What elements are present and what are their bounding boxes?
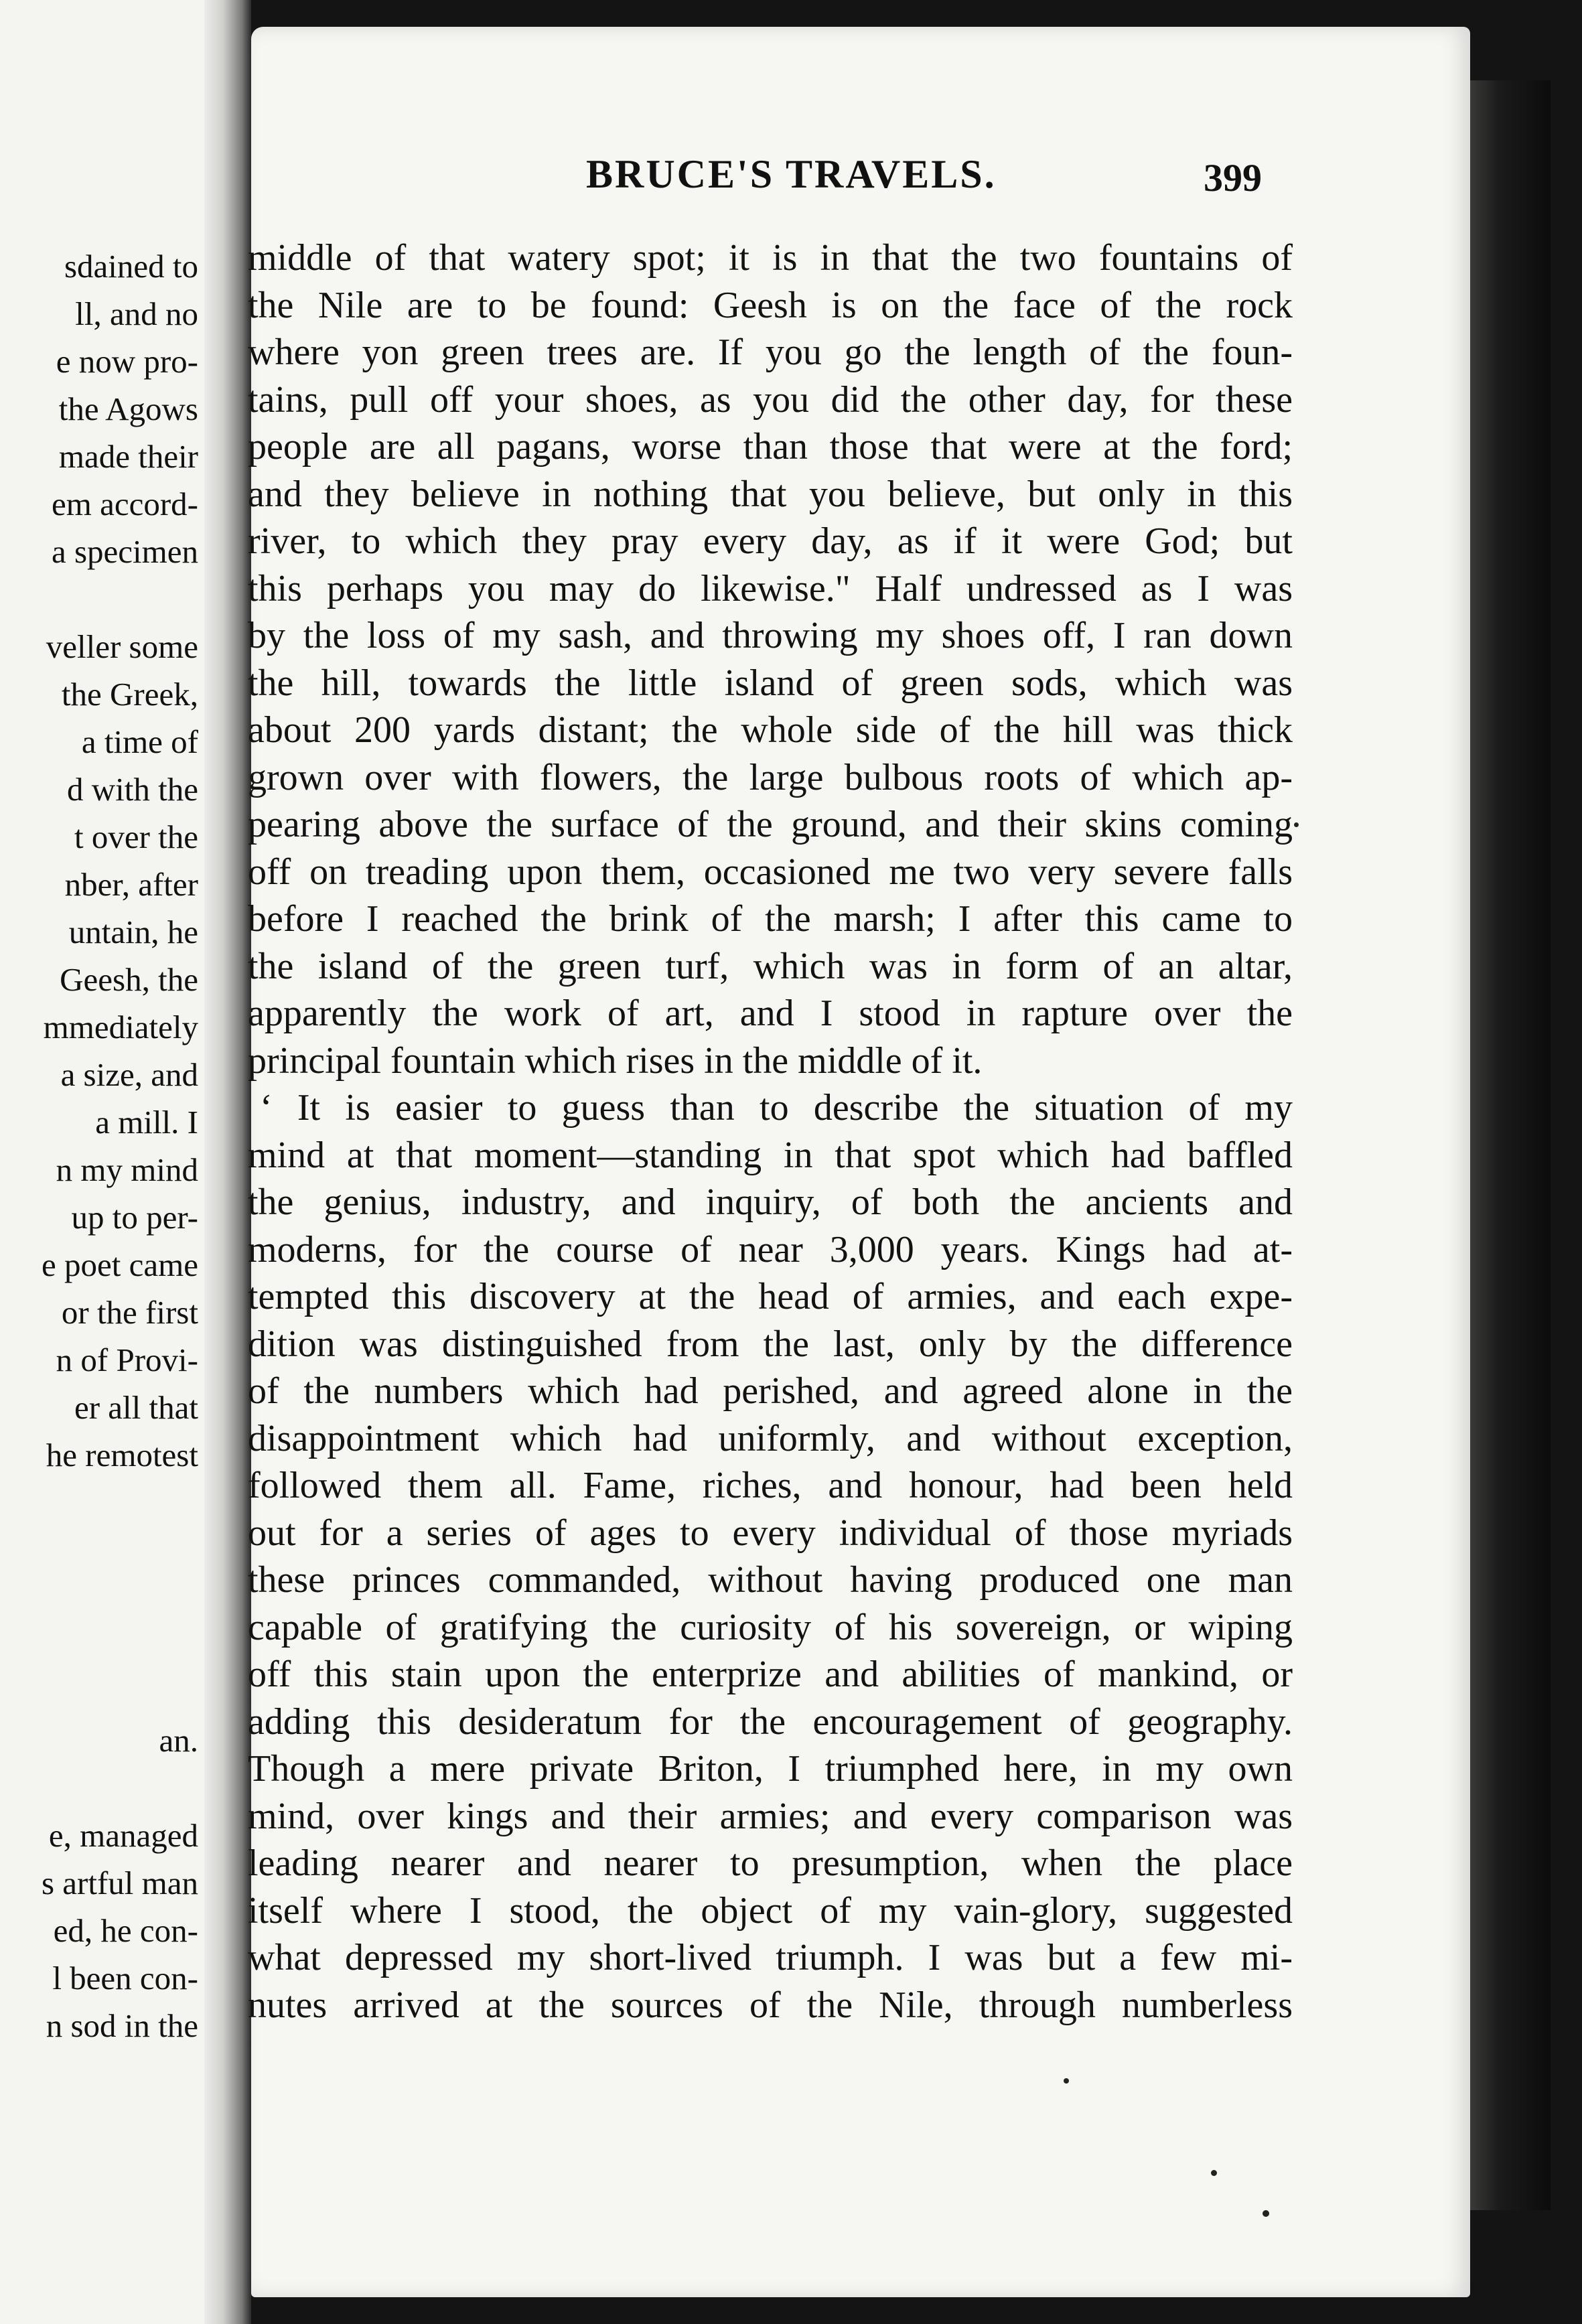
facing-page-line: l been con- <box>52 1960 198 1996</box>
facing-page-line <box>0 1621 198 1669</box>
print-speck <box>1294 822 1299 827</box>
facing-page-line: a mill. I <box>95 1104 198 1141</box>
text-line: middle of that watery spot; it is in that the two fountains of <box>248 237 1293 279</box>
body-text <box>248 234 1293 2029</box>
text-line: apparently the work of art, and I stood in rapture over the <box>248 993 1293 1034</box>
text-line: grown over with flowers, the large bulbous roots of which ap- <box>248 756 1293 798</box>
facing-page-line: n of Provi- <box>56 1341 198 1378</box>
text-line: adding this desideratum for the encouragement of geography. <box>248 1700 1293 1743</box>
facing-page-line: e now pro- <box>56 343 198 380</box>
facing-page-line: untain, he <box>68 914 198 950</box>
facing-page-line: an. <box>159 1722 198 1759</box>
facing-page-line: Geesh, the <box>60 961 198 998</box>
facing-page-line: veller some <box>46 628 198 665</box>
facing-page-line: n sod in the <box>46 2007 198 2044</box>
text-line: tains, pull off your shoes, as you did the other day, for these <box>248 378 1293 421</box>
facing-page-line <box>0 575 198 623</box>
text-line: mind at that moment—standing in that spot which had baffled <box>248 1134 1293 1176</box>
facing-page-line: sdained to <box>64 248 198 285</box>
page-number: 399 <box>1204 156 1262 200</box>
text-line: ‘ It is easier to guess than to describe the situation of my <box>260 1087 1293 1129</box>
facing-page-line <box>0 1479 198 1526</box>
text-line: before I reached the brink of the marsh; I after this came to <box>248 898 1293 940</box>
facing-page-line: t over the <box>74 818 198 855</box>
text-line: mind, over kings and their armies; and every comparison was <box>248 1795 1293 1837</box>
facing-page-line: the Greek, <box>61 676 198 713</box>
text-line: dition was distinguished from the last, only by the difference <box>248 1323 1293 1365</box>
facing-page-line: a size, and <box>60 1056 198 1093</box>
text-line: by the loss of my sash, and throwing my shoes off, I ran down <box>248 615 1293 656</box>
text-line: this perhaps you may do likewise." Half undressed as I was <box>248 567 1293 609</box>
text-line: these princes commanded, without having produced one man <box>248 1559 1293 1601</box>
text-line: Though a mere private Briton, I triumphed here, in my own <box>248 1748 1293 1790</box>
print-speck <box>1263 2210 1269 2217</box>
text-line: disappointment which had uniformly, and without exception, <box>248 1417 1293 1459</box>
facing-page-line <box>0 1669 198 1717</box>
print-speck <box>1211 2170 1217 2176</box>
text-line: itself where I stood, the object of my vain-glory, suggested <box>248 1889 1293 1932</box>
text-line: of the numbers which had perished, and agreed alone in the <box>248 1370 1293 1412</box>
text-line: off on treading upon them, occasioned me two very severe falls <box>248 851 1293 893</box>
text-line: the island of the green turf, which was in form of an altar, <box>248 945 1293 987</box>
text-line: pearing above the surface of the ground, and their skins coming <box>248 804 1293 845</box>
facing-page-line <box>0 1764 198 1812</box>
text-line: leading nearer and nearer to presumption, when the place <box>248 1842 1293 1884</box>
book-gutter <box>204 0 251 2324</box>
text-line: capable of gratifying the curiosity of his sovereign, or wiping <box>248 1606 1293 1648</box>
facing-page-line: a specimen <box>51 533 198 570</box>
facing-page-line: or the first <box>61 1294 198 1331</box>
text-line: where yon green trees are. If you go the length of the foun- <box>248 332 1293 373</box>
facing-page-line: d with the <box>67 771 198 808</box>
facing-page-line: nber, after <box>64 866 198 903</box>
page-edge-shadow <box>1470 80 1551 2210</box>
facing-page-line: e, managed <box>48 1817 198 1854</box>
text-line: the genius, industry, and inquiry, of both the ancients and <box>248 1181 1293 1223</box>
facing-page-line: ed, he con- <box>53 1912 198 1949</box>
facing-page-line: mmediately <box>43 1009 198 1045</box>
facing-page-line: made their <box>58 438 198 475</box>
facing-page-line <box>0 1574 198 1621</box>
text-line: moderns, for the course of near 3,000 years. Kings had at- <box>248 1228 1293 1270</box>
print-speck <box>1064 2078 1069 2084</box>
text-line: about 200 yards distant; the whole side of the hill was thick <box>248 709 1293 751</box>
facing-page-line: em accord- <box>52 486 198 522</box>
facing-page-line: ll, and no <box>75 295 198 332</box>
facing-page-text <box>0 242 198 2049</box>
facing-page-line: up to per- <box>71 1199 198 1236</box>
facing-page-line: n my mind <box>56 1151 198 1188</box>
running-head: BRUCE'S TRAVELS. <box>586 152 997 196</box>
text-line: people are all pagans, worse than those that were at the ford; <box>248 426 1293 467</box>
text-line: and they believe in nothing that you believe, but only in this <box>248 473 1293 515</box>
text-line: river, to which they pray every day, as if it were God; but <box>248 520 1293 562</box>
facing-page-line: e poet came <box>42 1246 198 1283</box>
facing-page-line <box>0 1526 198 1574</box>
text-line: out for a series of ages to every individual of those myriads <box>248 1512 1293 1554</box>
text-line: what depressed my short-lived triumph. I was but a few mi- <box>248 1937 1293 1978</box>
text-line: followed them all. Fame, riches, and honour, had been held <box>248 1465 1293 1506</box>
text-line: nutes arrived at the sources of the Nile, through numberless <box>248 1984 1293 2026</box>
text-line: principal fountain which rises in the middle of it. <box>248 1039 983 1082</box>
facing-page-line: the Agows <box>58 390 198 427</box>
facing-page-line: a time of <box>81 723 198 760</box>
facing-page-line: he remotest <box>46 1437 198 1473</box>
facing-page-line: s artful man <box>41 1865 198 1901</box>
text-line: the hill, towards the little island of green sods, which was <box>248 662 1293 704</box>
facing-page-left <box>0 0 204 2324</box>
text-line: the Nile are to be found: Geesh is on the face of the rock <box>248 284 1293 326</box>
facing-page-line: er all that <box>74 1389 198 1426</box>
text-line: off this stain upon the enterprize and abilities of mankind, or <box>248 1654 1293 1695</box>
text-line: tempted this discovery at the head of armies, and each expe- <box>248 1276 1293 1317</box>
